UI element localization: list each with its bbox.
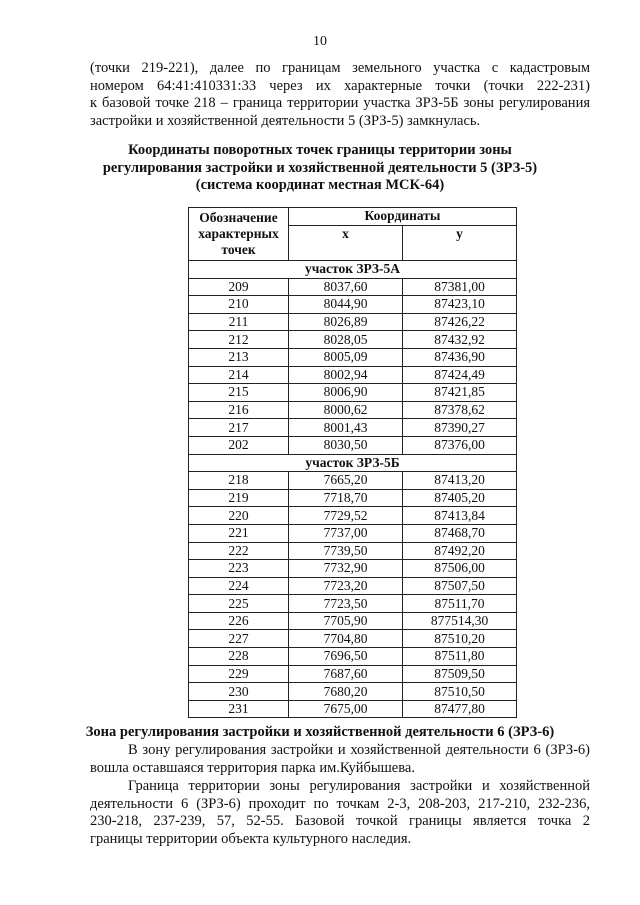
x-coordinate-cell: 8005,09 — [289, 348, 403, 366]
table-row — [189, 366, 517, 384]
x-coordinate-cell: 7729,52 — [289, 507, 403, 525]
y-coordinate-cell: 87510,50 — [403, 683, 517, 701]
coordinates-table — [188, 207, 517, 718]
y-coordinate-cell: 87421,85 — [403, 384, 517, 402]
y-coordinate-cell: 87507,50 — [403, 577, 517, 595]
x-coordinate-cell: 7687,60 — [289, 665, 403, 683]
y-coordinate-cell: 87506,00 — [403, 560, 517, 578]
y-coordinate-cell: 87413,84 — [403, 507, 517, 525]
y-coordinate-cell: 87510,20 — [403, 630, 517, 648]
point-id-cell: 229 — [189, 665, 289, 683]
point-id-cell: 215 — [189, 384, 289, 402]
section-row — [189, 454, 517, 472]
section-title: участок ЗРЗ-5А — [189, 261, 517, 279]
paragraph-zrz6-scope — [90, 742, 590, 777]
y-coordinate-cell: 87376,00 — [403, 436, 517, 454]
point-id-cell: 226 — [189, 612, 289, 630]
x-coordinate-cell: 8026,89 — [289, 313, 403, 331]
table-row — [189, 348, 517, 366]
x-coordinate-cell: 7718,70 — [289, 489, 403, 507]
intro-line: застройки и хозяйственной деятельности 5 (ЗРЗ-5) замкнулась. — [90, 112, 481, 129]
table-row — [189, 489, 517, 507]
table-row — [189, 384, 517, 402]
point-id-cell: 214 — [189, 366, 289, 384]
table-row — [189, 700, 517, 718]
paragraph-line: деятельности 6 (ЗРЗ-6) проходит по точкам 2-3, 208-203, 217-210, 232-236, — [90, 795, 590, 812]
table-row — [189, 648, 517, 666]
intro-paragraph — [90, 60, 590, 130]
table-row — [189, 665, 517, 683]
point-id-cell: 228 — [189, 648, 289, 666]
x-coordinate-cell: 7739,50 — [289, 542, 403, 560]
y-coordinate-cell: 87511,80 — [403, 648, 517, 666]
point-id-cell: 225 — [189, 595, 289, 613]
point-id-cell: 210 — [189, 296, 289, 314]
y-coordinate-cell: 87426,22 — [403, 313, 517, 331]
intro-line: к базовой точке 218 – граница территории участка ЗРЗ-5Б зоны регулирования — [90, 95, 590, 111]
table-row — [189, 524, 517, 542]
table-row — [189, 560, 517, 578]
table-row — [189, 331, 517, 349]
paragraph-line: границы территории объекта культурного наследия. — [90, 830, 412, 847]
x-coordinate-cell: 8002,94 — [289, 366, 403, 384]
table-row — [189, 419, 517, 437]
intro-line: (точки 219-221), далее по границам земельного участка с кадастровым — [90, 60, 590, 76]
y-coordinate-cell: 87436,90 — [403, 348, 517, 366]
table-row — [189, 542, 517, 560]
paragraph-line: В зону регулирования застройки и хозяйственной деятельности 6 (ЗРЗ-6) — [128, 742, 590, 758]
table-row — [189, 630, 517, 648]
point-id-cell: 209 — [189, 278, 289, 296]
point-id-cell: 213 — [189, 348, 289, 366]
y-coordinate-cell: 87424,49 — [403, 366, 517, 384]
x-header: х — [289, 225, 403, 260]
point-id-cell: 216 — [189, 401, 289, 419]
point-id-cell: 218 — [189, 472, 289, 490]
point-id-cell: 217 — [189, 419, 289, 437]
section-heading-zrz6: Зона регулирования застройки и хозяйственной деятельности 6 (ЗРЗ-6) — [85, 724, 555, 740]
page-number: 10 — [313, 34, 327, 49]
section-row — [189, 261, 517, 279]
y-coordinate-cell: 87390,27 — [403, 419, 517, 437]
intro-line: номером 64:41:410331:33 через их характерные точки (точки 222-231) — [90, 77, 590, 94]
x-coordinate-cell: 8006,90 — [289, 384, 403, 402]
coordinates-header: Координаты — [289, 208, 517, 226]
x-coordinate-cell: 7723,20 — [289, 577, 403, 595]
point-id-cell: 219 — [189, 489, 289, 507]
y-coordinate-cell: 87381,00 — [403, 278, 517, 296]
point-id-cell: 224 — [189, 577, 289, 595]
table-row — [189, 612, 517, 630]
point-id-cell: 230 — [189, 683, 289, 701]
y-header: у — [403, 225, 517, 260]
point-id-cell: 211 — [189, 313, 289, 331]
x-coordinate-cell: 8044,90 — [289, 296, 403, 314]
heading-line: регулирования застройки и хозяйственной деятельности 5 (ЗРЗ-5) — [102, 159, 538, 176]
point-id-cell: 221 — [189, 524, 289, 542]
x-coordinate-cell: 7705,90 — [289, 612, 403, 630]
y-coordinate-cell: 87511,70 — [403, 595, 517, 613]
table-row — [189, 595, 517, 613]
paragraph-line: 230-218, 237-239, 57, 52-55. Базовой точкой границы является точка 2 — [90, 813, 590, 829]
point-id-cell: 212 — [189, 331, 289, 349]
paragraph-line: Граница территории зоны регулирования застройки и хозяйственной — [128, 778, 590, 794]
y-coordinate-cell: 87405,20 — [403, 489, 517, 507]
y-coordinate-cell: 877514,30 — [403, 612, 517, 630]
table-row — [189, 401, 517, 419]
point-id-cell: 223 — [189, 560, 289, 578]
table-heading — [0, 142, 640, 195]
section-title: участок ЗРЗ-5Б — [189, 454, 517, 472]
x-coordinate-cell: 7675,00 — [289, 700, 403, 718]
y-coordinate-cell: 87509,50 — [403, 665, 517, 683]
table-row — [189, 313, 517, 331]
x-coordinate-cell: 8000,62 — [289, 401, 403, 419]
x-coordinate-cell: 7696,50 — [289, 648, 403, 666]
table-row — [189, 436, 517, 454]
y-coordinate-cell: 87413,20 — [403, 472, 517, 490]
y-coordinate-cell: 87378,62 — [403, 401, 517, 419]
point-id-cell: 231 — [189, 700, 289, 718]
y-coordinate-cell: 87492,20 — [403, 542, 517, 560]
paragraph-zrz6-boundary — [90, 778, 590, 848]
heading-line: (система координат местная МСК-64) — [195, 177, 445, 193]
y-coordinate-cell: 87423,10 — [403, 296, 517, 314]
x-coordinate-cell: 7737,00 — [289, 524, 403, 542]
table-row — [189, 296, 517, 314]
point-id-cell: 220 — [189, 507, 289, 525]
x-coordinate-cell: 8037,60 — [289, 278, 403, 296]
point-id-cell: 202 — [189, 436, 289, 454]
y-coordinate-cell: 87468,70 — [403, 524, 517, 542]
table-row — [189, 683, 517, 701]
table-row — [189, 278, 517, 296]
heading-line: Координаты поворотных точек границы территории зоны — [128, 142, 512, 158]
y-coordinate-cell: 87477,80 — [403, 700, 517, 718]
table-row — [189, 472, 517, 490]
point-designation-header: Обозначение характерных точек — [189, 208, 289, 261]
paragraph-line: вошла оставшаяся территория парка им.Куйбышева. — [90, 759, 415, 776]
x-coordinate-cell: 7732,90 — [289, 560, 403, 578]
y-coordinate-cell: 87432,92 — [403, 331, 517, 349]
x-coordinate-cell: 7723,50 — [289, 595, 403, 613]
table-row — [189, 507, 517, 525]
x-coordinate-cell: 8030,50 — [289, 436, 403, 454]
table-row — [189, 577, 517, 595]
point-id-cell: 222 — [189, 542, 289, 560]
x-coordinate-cell: 8001,43 — [289, 419, 403, 437]
x-coordinate-cell: 7665,20 — [289, 472, 403, 490]
x-coordinate-cell: 7704,80 — [289, 630, 403, 648]
point-id-cell: 227 — [189, 630, 289, 648]
x-coordinate-cell: 7680,20 — [289, 683, 403, 701]
x-coordinate-cell: 8028,05 — [289, 331, 403, 349]
